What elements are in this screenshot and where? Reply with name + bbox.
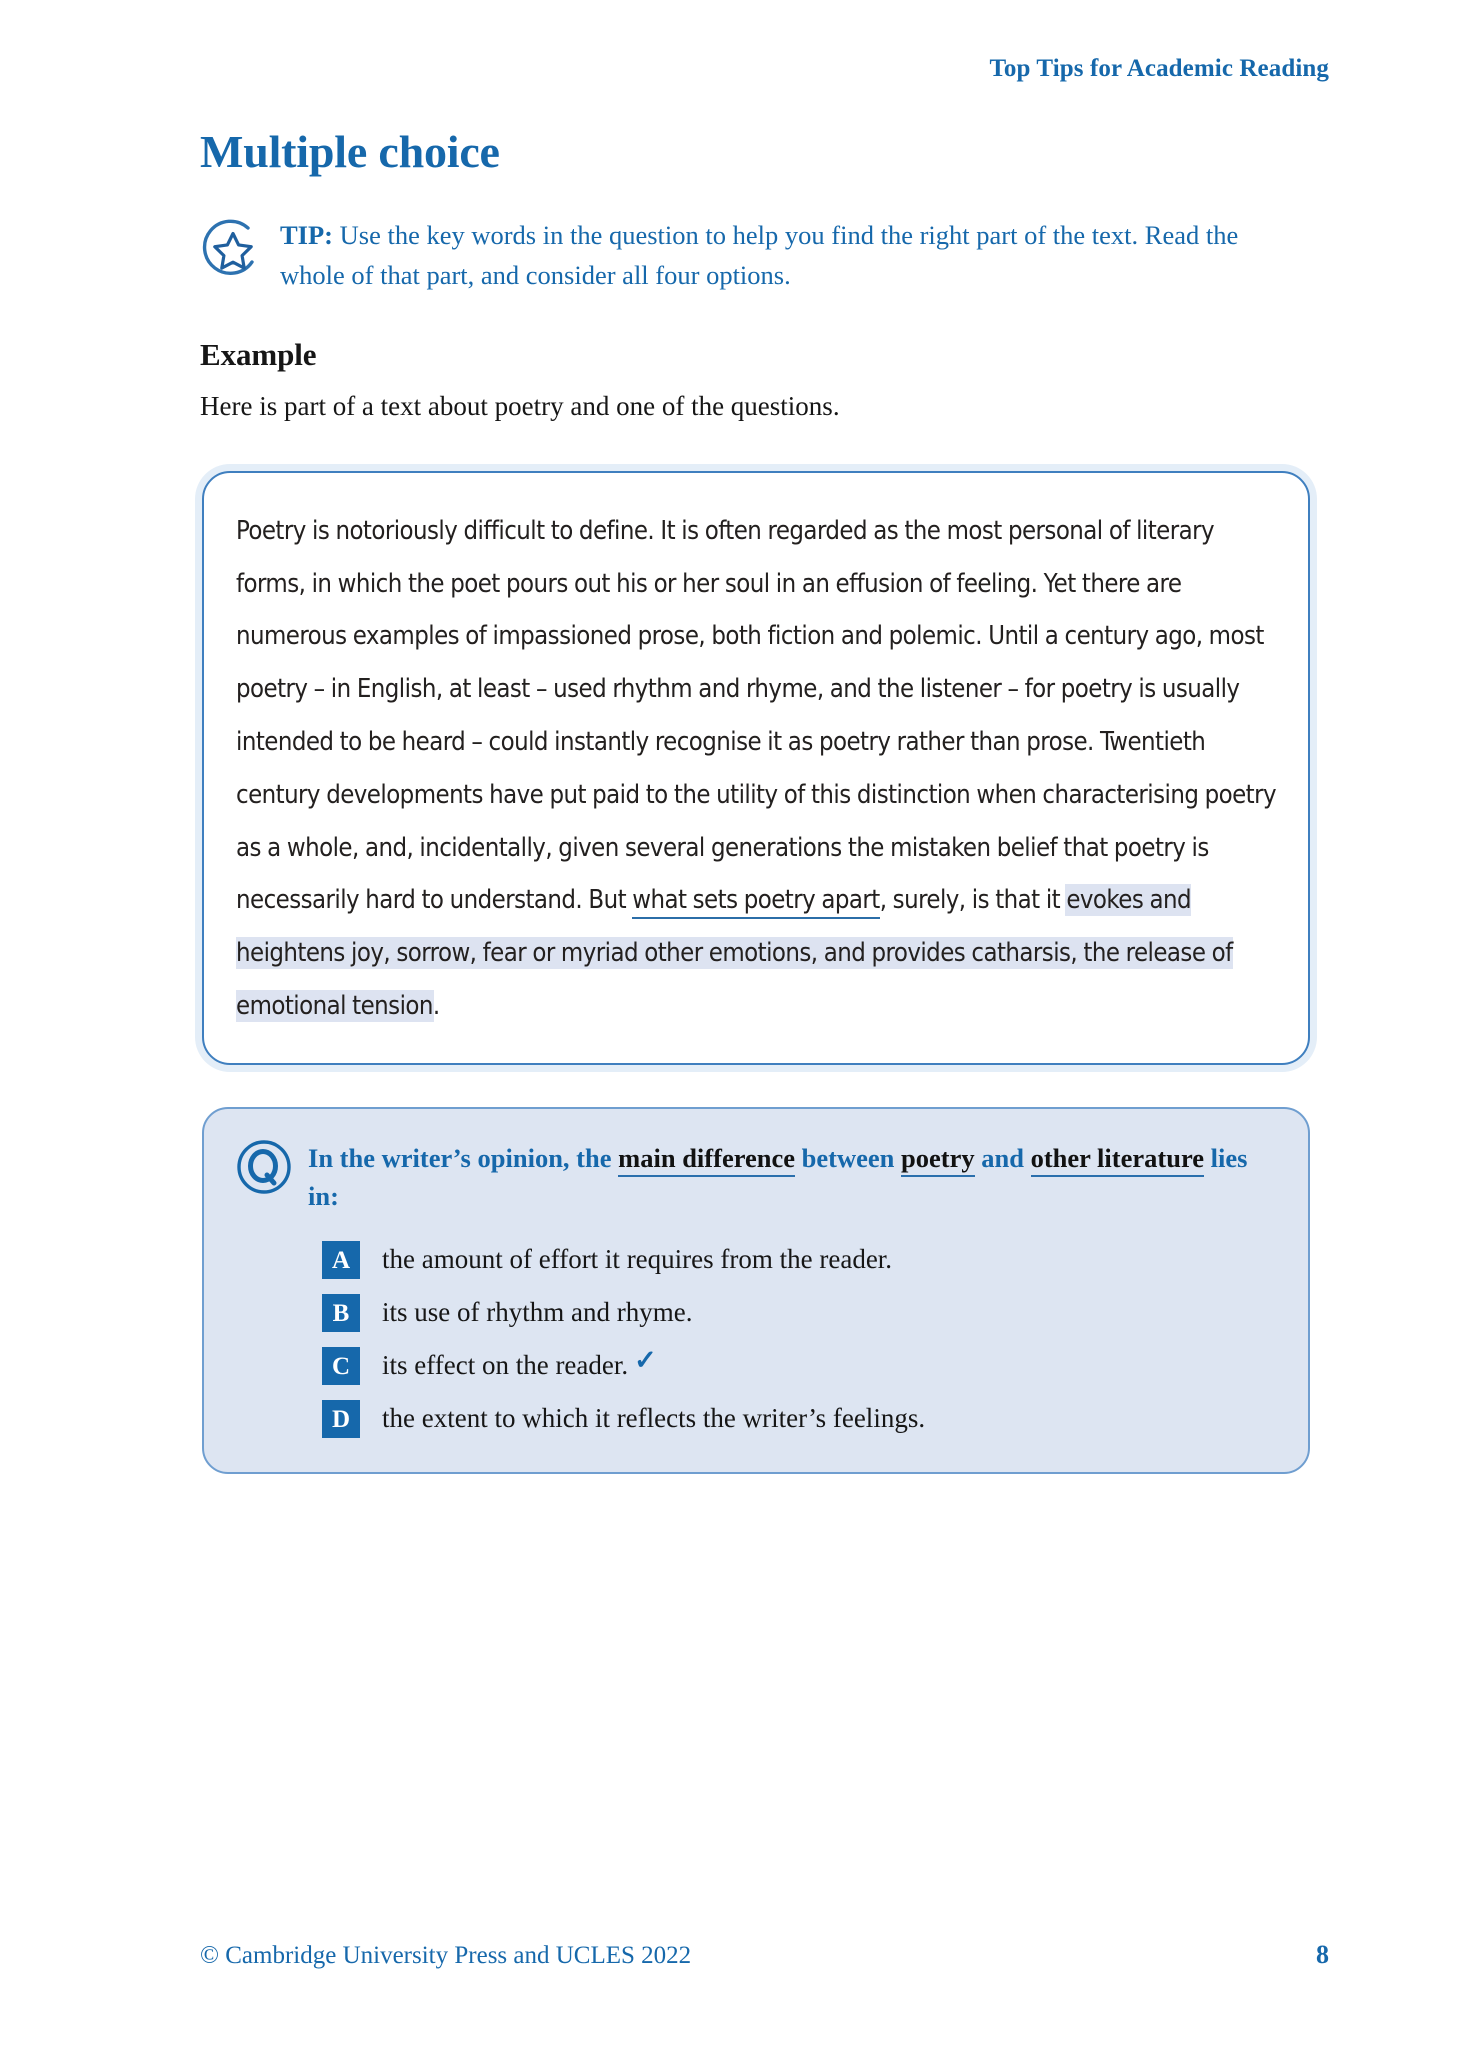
star-in-circle-icon — [202, 218, 264, 280]
tip-label: TIP: — [280, 220, 333, 251]
example-heading: Example — [200, 336, 317, 372]
answer-options-list — [322, 1239, 1278, 1438]
running-head: Top Tips for Academic Reading — [989, 55, 1329, 82]
option-letter-badge: A — [322, 1241, 360, 1279]
answer-option-c[interactable] — [322, 1345, 1278, 1385]
passage-part-2: , surely, is that it — [879, 885, 1067, 916]
answer-option-b[interactable] — [322, 1292, 1278, 1332]
passage-box — [202, 471, 1310, 1065]
tip-text — [280, 216, 1290, 294]
option-letter-badge: D — [322, 1400, 360, 1438]
question-stem-row — [234, 1139, 1278, 1216]
tip-body: Use the key words in the question to help you find the right part of the text. Read the whole of that part, and consider all four options. — [280, 220, 1239, 290]
option-letter-badge: B — [322, 1294, 360, 1332]
page-title: Multiple choice — [200, 126, 500, 177]
passage-part-3: . — [432, 990, 440, 1021]
passage-text — [236, 505, 1278, 1033]
question-stem-part-1: In the writer’s opinion, the — [308, 1142, 619, 1173]
question-key-phrase-2: poetry — [901, 1143, 975, 1177]
answer-option-a[interactable] — [322, 1239, 1278, 1279]
example-lead-text: Here is part of a text about poetry and one of the questions. — [200, 390, 840, 421]
tip-block — [202, 216, 1320, 294]
answer-option-d[interactable] — [322, 1398, 1278, 1438]
page-footer — [200, 1940, 1329, 1970]
passage-highlighted-phrase: evokes and heightens joy, sorrow, fear or myriad other emotions, and provides catharsis, the release of emotional tension — [236, 885, 1233, 1021]
option-check-icon: ✓ — [634, 1345, 657, 1376]
question-stem — [308, 1139, 1278, 1216]
option-text: its use of rhythm and rhyme. — [382, 1297, 693, 1328]
passage-underlined-phrase: what sets poetry apart — [632, 885, 879, 919]
option-text: its effect on the reader. — [382, 1350, 629, 1381]
option-text: the amount of effort it requires from the reader. — [382, 1244, 893, 1275]
option-letter-badge: C — [322, 1347, 360, 1385]
question-key-phrase-3: other literature — [1031, 1143, 1204, 1177]
question-stem-part-3: and — [974, 1142, 1031, 1173]
page-number: 8 — [1316, 1940, 1329, 1969]
option-text: the extent to which it reflects the writer’s feelings. — [382, 1403, 926, 1434]
question-stem-part-2: between — [795, 1142, 901, 1173]
copyright-notice: © Cambridge University Press and UCLES 2022 — [200, 1942, 692, 1969]
question-box — [202, 1107, 1310, 1475]
page-content — [200, 128, 1320, 1474]
question-mark-in-circle-icon — [234, 1137, 294, 1197]
question-key-phrase-1: main difference — [618, 1143, 795, 1177]
question-stem-part-4: lies in: — [308, 1142, 1248, 1212]
passage-part-1: Poetry is notoriously difficult to define. It is often regarded as the most personal of literary forms, in which the poet pours out his or her soul in an effusion of feeling. Yet there are numerous examples of impassioned prose, both fiction and polemic. Until a century ago, most poetry – in English, at least – used rhythm and rhyme, and the listener – for poetry is usually intended to be heard – could instantly recognise it as poetry rather than prose. Twentieth century developments have put paid to the utility of this distinction when characterising poetry as a whole, and, incidentally, given several generations the mistaken belief that poetry is necessarily hard to understand. But — [236, 515, 1277, 916]
